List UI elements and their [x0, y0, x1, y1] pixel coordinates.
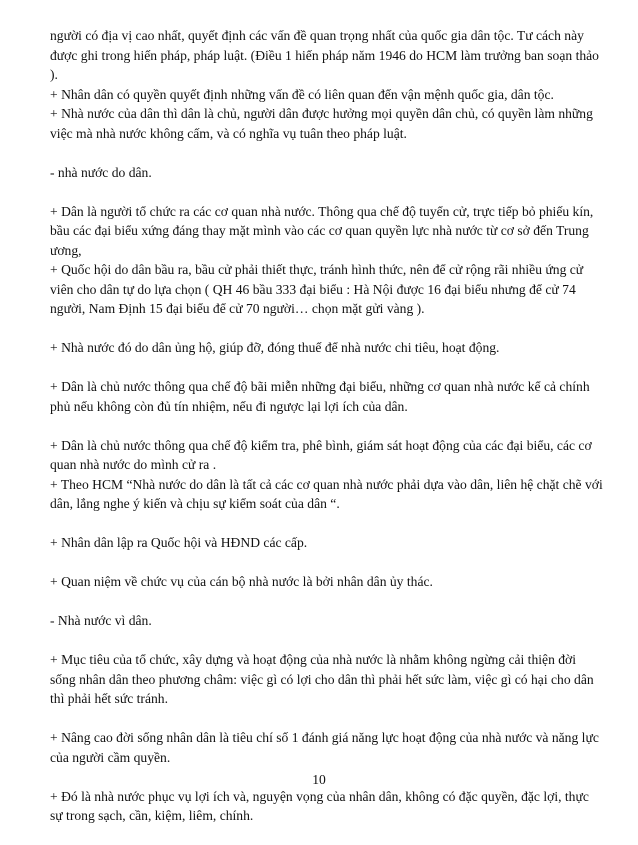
- text-line: phủ nếu không còn đủ tín nhiệm, nếu đi ngược lại lợi ích của dân.: [50, 398, 408, 414]
- paragraph: [50, 650, 606, 709]
- text-line: quan nhà nước do mình cử ra .: [50, 457, 217, 472]
- paragraph: [50, 202, 606, 319]
- text-line: + Dân là người tổ chức ra các cơ quan nhà nước. Thông qua chế độ tuyển cử, trực tiếp bỏ phiếu kín,: [50, 203, 594, 219]
- text-line: + Theo HCM “Nhà nước do dân là tất cả các cơ quan nhà nước phải dựa vào dân, liên hệ chặt chẽ với: [50, 476, 603, 492]
- text-line: viên cho dân tự do lựa chọn ( QH 46 bầu 333 đại biểu : Hà Nội được 16 đại biểu nhưng để cử 74: [50, 281, 576, 297]
- text-line: ương,: [50, 242, 82, 258]
- text-line: người, Nam Định 15 đại biểu để cử 70 người… chọn mặt gửi vàng ).: [50, 301, 425, 316]
- text-line: được ghi trong hiến pháp, pháp luật. (Điều 1 hiến pháp năm 1946 do HCM làm trưởng ban soạn thảo: [50, 47, 599, 63]
- text-line: bầu các đại biểu xứng đáng thay mặt mình vào các cơ quan quyền lực nhà nước từ cơ sở đến Trung: [50, 223, 589, 238]
- text-line: + Nhà nước đó do dân ủng hộ, giúp đỡ, đóng thuế để nhà nước chi tiêu, hoạt động.: [50, 340, 500, 355]
- text-line: + Đó là nhà nước phục vụ lợi ích và, nguyện vọng của nhân dân, không có đặc quyền, đặc lợi, thực: [50, 788, 589, 804]
- paragraph: [50, 787, 606, 826]
- text-line: sống nhân dân theo phương châm: việc gì có lợi cho dân thì phải hết sức làm, việc gì có hại cho dân: [50, 671, 594, 687]
- text-line: sự trong sạch, cần, kiệm, liêm, chính.: [50, 808, 254, 823]
- text-line: + Quốc hội do dân bầu ra, bầu cử phải thiết thực, tránh hình thức, nên để cử rộng rãi nhiều ứng cử: [50, 262, 584, 277]
- text-line: + Mục tiêu của tổ chức, xây dựng và hoạt động của nhà nước là nhằm không ngừng cải thiện đời: [50, 652, 577, 667]
- page-body: [50, 26, 606, 845]
- text-line: - Nhà nước vì dân.: [50, 613, 152, 628]
- text-line: thì phải hết sức tránh.: [50, 691, 168, 706]
- text-line: + Nhân dân lập ra Quốc hội và HĐND các cấp.: [50, 535, 308, 550]
- text-line: + Nhân dân có quyền quyết định những vấn đề có liên quan đến vận mệnh quốc gia, dân tộc.: [50, 86, 554, 102]
- paragraph: [50, 436, 606, 514]
- text-line: + Quan niệm về chức vụ của cán bộ nhà nước là bởi nhân dân ủy thác.: [50, 574, 433, 589]
- text-line: dân, lắng nghe ý kiến và chịu sự kiểm soát của dân “.: [50, 496, 340, 511]
- paragraph: [50, 533, 606, 553]
- paragraph: [50, 611, 606, 631]
- text-line: người có địa vị cao nhất, quyết định các vấn đề quan trọng nhất của quốc gia dân tộc. Tư cách này: [50, 28, 584, 43]
- paragraph: [50, 377, 606, 416]
- text-line: việc mà nhà nước không cấm, và có nghĩa vụ tuân theo pháp luật.: [50, 125, 407, 141]
- paragraph: [50, 728, 606, 767]
- page-number: 10: [312, 772, 326, 787]
- text-line: + Dân là chủ nước thông qua chế độ kiểm tra, phê bình, giám sát hoạt động của các đại biểu, các cơ: [50, 437, 592, 453]
- text-line: - nhà nước do dân.: [50, 164, 152, 180]
- paragraph: [50, 26, 606, 143]
- text-line: + Dân là chủ nước thông qua chế độ bãi miễn những đại biểu, những cơ quan nhà nước kể cả chính: [50, 379, 590, 394]
- paragraph: [50, 572, 606, 592]
- text-line: ).: [50, 67, 58, 82]
- text-line: của người cầm quyền.: [50, 749, 171, 765]
- paragraph: [50, 338, 606, 358]
- text-line: + Nâng cao đời sống nhân dân là tiêu chí số 1 đánh giá năng lực hoạt động của nhà nước và năng lực: [50, 730, 599, 745]
- text-line: + Nhà nước của dân thì dân là chủ, người dân được hưởng mọi quyền dân chủ, có quyền làm những: [50, 106, 593, 121]
- paragraph: [50, 163, 606, 183]
